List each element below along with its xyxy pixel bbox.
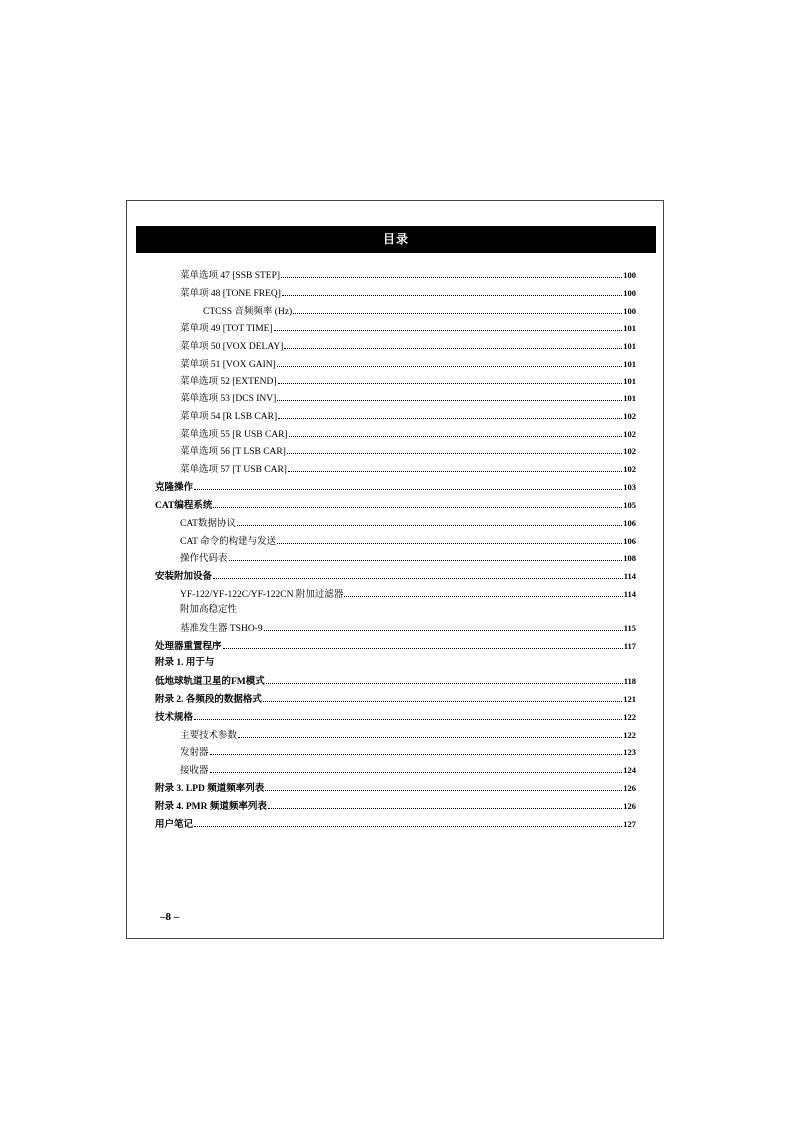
toc-leader-dots bbox=[265, 790, 622, 791]
toc-entry-page: 102 bbox=[623, 464, 636, 474]
toc-entry-page: 102 bbox=[623, 429, 636, 439]
toc-entry[interactable] bbox=[180, 463, 636, 476]
toc-leader-dots bbox=[229, 560, 623, 561]
toc-entry[interactable] bbox=[155, 818, 636, 831]
toc-entry-page: 123 bbox=[623, 747, 636, 757]
toc-entry-page: 101 bbox=[623, 323, 636, 333]
toc-entry[interactable] bbox=[155, 499, 636, 512]
page-number: –8 – bbox=[160, 911, 180, 923]
toc-entry[interactable] bbox=[180, 358, 636, 371]
toc-leader-dots bbox=[268, 808, 622, 809]
toc-entry-label: CAT编程系统 bbox=[155, 501, 213, 511]
toc-entry-page: 126 bbox=[623, 783, 636, 793]
toc-entry[interactable] bbox=[180, 340, 636, 353]
toc-entry-label: 附录 1. 用于与 bbox=[155, 658, 215, 668]
toc-entry-label: 处理器重置程序 bbox=[155, 642, 222, 652]
toc-leader-dots bbox=[213, 578, 623, 579]
toc-entry-label: YF-122/YF-122C/YF-122CN 附加过滤器 bbox=[180, 590, 344, 600]
toc-entry[interactable] bbox=[155, 675, 636, 688]
toc-entry[interactable] bbox=[180, 375, 636, 388]
toc-entry-page: 124 bbox=[623, 765, 636, 775]
toc-leader-dots bbox=[210, 772, 623, 773]
toc-entry-page: 118 bbox=[623, 676, 636, 686]
toc-entry-page: 106 bbox=[623, 518, 636, 528]
toc-entry-label: 菜单选项 56 [T LSB CAR] bbox=[180, 447, 286, 457]
toc-entry[interactable] bbox=[155, 711, 636, 724]
toc-leader-dots bbox=[293, 313, 622, 314]
toc-entry[interactable] bbox=[155, 657, 636, 669]
toc-entry-page: 122 bbox=[623, 712, 636, 722]
toc-entry-label: 菜单项 48 [TONE FREQ] bbox=[180, 289, 281, 299]
toc-entry-label: 附录 3. LPD 频道频率列表 bbox=[155, 784, 265, 794]
toc-entry-label: 安装附加设备 bbox=[155, 572, 213, 582]
toc-entry-label: 接收器 bbox=[180, 766, 209, 776]
toc-entry-label: 菜单选项 52 [EXTEND] bbox=[180, 377, 277, 387]
toc-leader-dots bbox=[287, 453, 622, 454]
toc-leader-dots bbox=[263, 701, 622, 702]
toc-leader-dots bbox=[237, 525, 622, 526]
toc-entry-page: 114 bbox=[623, 571, 636, 581]
toc-leader-dots bbox=[238, 737, 622, 738]
toc-entry-label: 菜单选项 55 [R USB CAR] bbox=[180, 430, 288, 440]
toc-entry-page: 101 bbox=[623, 359, 636, 369]
toc-entry-label: 菜单项 51 [VOX GAIN] bbox=[180, 360, 276, 370]
toc-entry[interactable] bbox=[180, 445, 636, 458]
toc-entry-label: 附录 2. 各频段的数据格式 bbox=[155, 695, 262, 705]
toc-leader-dots bbox=[344, 596, 622, 597]
toc-entry-page: 100 bbox=[623, 288, 636, 298]
toc-entry-page: 100 bbox=[623, 306, 636, 316]
toc-entry[interactable] bbox=[180, 588, 636, 601]
toc-entry-label: 菜单项 54 [R LSB CAR] bbox=[180, 412, 278, 422]
toc-leader-dots bbox=[284, 348, 622, 349]
toc-entry-page: 101 bbox=[623, 393, 636, 403]
toc-leader-dots bbox=[277, 400, 622, 401]
toc-entry-page: 100 bbox=[623, 270, 636, 280]
toc-entry[interactable] bbox=[180, 604, 636, 616]
toc-leader-dots bbox=[277, 543, 622, 544]
toc-leader-dots bbox=[194, 489, 622, 490]
toc-entry[interactable] bbox=[155, 481, 636, 494]
toc-entry-page: 108 bbox=[623, 553, 636, 563]
toc-entry-label: 菜单项 50 [VOX DELAY] bbox=[180, 342, 284, 352]
toc-leader-dots bbox=[194, 719, 622, 720]
toc-entry-page: 117 bbox=[623, 641, 636, 651]
toc-entry[interactable] bbox=[180, 729, 636, 742]
toc-entry-label: 菜单选项 57 [T USB CAR] bbox=[180, 465, 287, 475]
toc-entry[interactable] bbox=[155, 570, 636, 583]
toc-entry-label: 基准发生器 TSHO-9 bbox=[180, 624, 263, 634]
toc-entry-page: 122 bbox=[623, 730, 636, 740]
toc-entry-label: 技术规格 bbox=[155, 713, 194, 723]
toc-entry-label: 主要技术参数 bbox=[180, 731, 238, 741]
toc-entry-label: CAT数据协议 bbox=[180, 519, 236, 529]
toc-leader-dots bbox=[278, 383, 623, 384]
toc-entry-label: 操作代码表 bbox=[180, 554, 228, 564]
toc-leader-dots bbox=[288, 471, 622, 472]
toc-entry-page: 121 bbox=[623, 694, 636, 704]
toc-entry-page: 101 bbox=[623, 376, 636, 386]
toc-leader-dots bbox=[266, 683, 623, 684]
toc-entry-page: 102 bbox=[623, 446, 636, 456]
toc-leader-dots bbox=[264, 630, 623, 631]
toc-leader-dots bbox=[274, 330, 623, 331]
toc-entry[interactable] bbox=[180, 392, 636, 405]
toc-entry[interactable] bbox=[203, 305, 636, 318]
toc-entry[interactable] bbox=[180, 622, 636, 635]
toc-entry[interactable] bbox=[180, 517, 636, 530]
toc-leader-dots bbox=[277, 366, 622, 367]
toc-entry-page: 103 bbox=[623, 482, 636, 492]
toc-entry-label: CAT 命令的构建与发送 bbox=[180, 537, 277, 547]
toc-entry[interactable] bbox=[155, 782, 636, 795]
toc-entry-page: 106 bbox=[623, 536, 636, 546]
toc-entry-label: 菜单选项 47 [SSB STEP] bbox=[180, 271, 281, 281]
toc-leader-dots bbox=[210, 754, 623, 755]
toc-entry[interactable] bbox=[180, 410, 636, 423]
toc-entry[interactable] bbox=[180, 764, 636, 777]
toc-leader-dots bbox=[278, 418, 622, 419]
page-title: 目录 bbox=[136, 226, 656, 253]
toc-entry-page: 101 bbox=[623, 341, 636, 351]
toc-entry-page: 127 bbox=[623, 819, 636, 829]
toc-leader-dots bbox=[282, 295, 622, 296]
toc-entry[interactable] bbox=[155, 693, 636, 706]
toc-entry-label: 附加高稳定性 bbox=[180, 605, 238, 615]
toc-entry[interactable] bbox=[180, 269, 636, 282]
toc-entry-label: 克隆操作 bbox=[155, 483, 194, 493]
toc-entry-label: 菜单项 49 [TOT TIME] bbox=[180, 324, 273, 334]
toc-entry-page: 102 bbox=[623, 411, 636, 421]
toc-entry[interactable] bbox=[180, 428, 636, 441]
toc-entry-label: 附录 4. PMR 频道频率列表 bbox=[155, 802, 267, 812]
toc-entry[interactable] bbox=[155, 800, 636, 813]
toc-entry[interactable] bbox=[180, 746, 636, 759]
toc-entry-label: CTCSS 音频频率 (Hz) bbox=[203, 307, 293, 317]
toc-entry[interactable] bbox=[180, 287, 636, 300]
toc-leader-dots bbox=[289, 436, 623, 437]
toc-leader-dots bbox=[213, 507, 622, 508]
toc-entry-page: 115 bbox=[623, 623, 636, 633]
toc-entry[interactable] bbox=[180, 552, 636, 565]
toc-entry-page: 105 bbox=[623, 500, 636, 510]
toc-entry-label: 发射器 bbox=[180, 748, 209, 758]
toc-entry-label: 菜单选项 53 [DCS INV] bbox=[180, 394, 277, 404]
toc-entry[interactable] bbox=[180, 535, 636, 548]
toc-entry-label: 用户笔记 bbox=[155, 820, 194, 830]
toc-leader-dots bbox=[194, 826, 622, 827]
toc-entry-page: 126 bbox=[623, 801, 636, 811]
toc-entry-label: 低地球轨道卫星的FM模式 bbox=[155, 677, 265, 687]
toc-entry[interactable] bbox=[180, 322, 636, 335]
toc-leader-dots bbox=[281, 277, 622, 278]
toc-entry-page: 114 bbox=[623, 589, 636, 599]
toc-entry[interactable] bbox=[155, 640, 636, 653]
toc-leader-dots bbox=[223, 648, 623, 649]
